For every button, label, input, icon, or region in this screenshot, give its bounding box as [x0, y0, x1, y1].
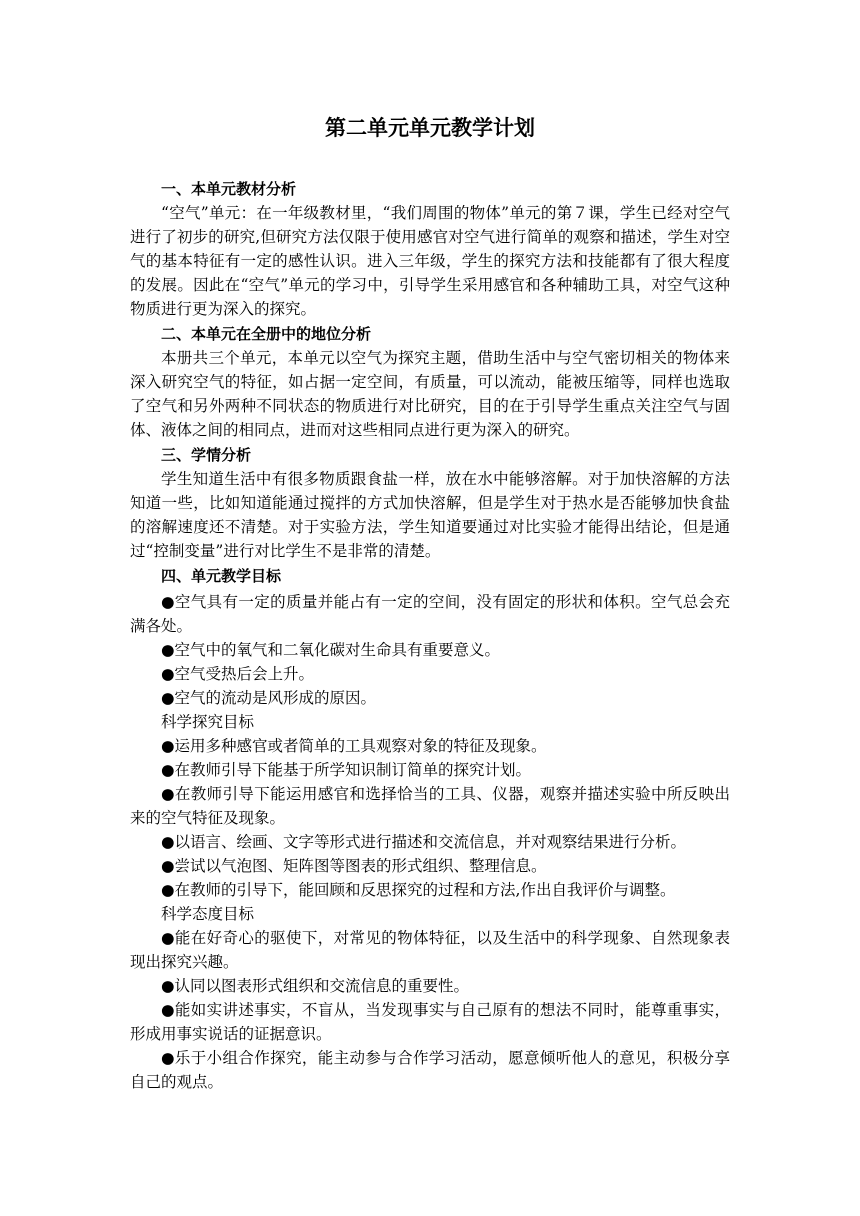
inquiry-objective-item: ●在教师的引导下，能回顾和反思探究的过程和方法,作出自我评价与调整。 [161, 881, 676, 899]
document-page [130, 113, 730, 1094]
knowledge-objective-item: ●空气中的氧气和二氧化碳对生命具有重要意义。 [161, 641, 501, 659]
inquiry-objective-item: ●以语言、绘画、文字等形式进行描述和交流信息，并对观察结果进行分析。 [161, 833, 687, 851]
knowledge-objective-item: ●空气的流动是风形成的原因。 [161, 689, 377, 707]
section-heading-textbook-analysis: 一、本单元教材分析 [161, 180, 297, 198]
attitude-objective-item: ●乐于小组合作探究，能主动参与合作学习活动，愿意倾听他人的意见，积极分享自己的观点。 [130, 1049, 730, 1091]
document-title: 第二单元单元教学计划 [325, 116, 535, 140]
inquiry-objectives-subhead: 科学探究目标 [161, 713, 255, 731]
section-heading-objectives: 四、单元教学目标 [161, 567, 282, 585]
section-heading-position-analysis: 二、本单元在全册中的地位分析 [161, 325, 372, 343]
knowledge-objective-item: ●空气具有一定的质量并能占有一定的空间，没有固定的形状和体积。空气总会充满各处。 [130, 593, 730, 635]
knowledge-objective-item: ●空气受热后会上升。 [161, 665, 315, 683]
attitude-objective-item: ●认同以图表形式组织和交流信息的重要性。 [161, 977, 470, 995]
section-paragraph-textbook-analysis: “空气”单元：在一年级教材里，“我们周围的物体”单元的第７课，学生已经对空气进行了初步的研究,但研究方法仅限于使用感官对空气进行简单的观察和描述，学生对空气的基本特征有一定的感性认识。进入三年级，学生的探究方法和技能都有了很大程度的发展。因此在“空气”单元的学习中，引导学生采用感官和各种辅助工具，对空气这种物质进行更为深入的探究。 [130, 204, 730, 318]
inquiry-objective-item: ●在教师引导下能运用感官和选择恰当的工具、仪器，观察并描述实验中所反映出来的空气特征及现象。 [130, 785, 730, 827]
attitude-objective-item: ●能在好奇心的驱使下，对常见的物体特征，以及生活中的科学现象、自然现象表现出探究兴趣。 [130, 929, 730, 971]
section-heading-student-analysis: 三、学情分析 [161, 446, 252, 464]
inquiry-objective-item: ●尝试以气泡图、矩阵图等图表的形式组织、整理信息。 [161, 857, 547, 875]
section-paragraph-position-analysis: 本册共三个单元，本单元以空气为探究主题，借助生活中与空气密切相关的物体来深入研究空气的特征，如占据一定空间，有质量，可以流动，能被压缩等，同样也选取了空气和另外两种不同状态的物质进行对比研究，目的在于引导学生重点关注空气与固体、液体之间的相同点，进而对这些相同点进行更为深入的研究。 [130, 349, 730, 439]
objectives-list [130, 590, 730, 1094]
attitude-objectives-subhead: 科学态度目标 [161, 905, 255, 923]
inquiry-objective-item: ●运用多种感官或者简单的工具观察对象的特征及现象。 [161, 737, 547, 755]
section-paragraph-student-analysis: 学生知道生活中有很多物质跟食盐一样，放在水中能够溶解。对于加快溶解的方法知道一些，比如知道能通过搅拌的方式加快溶解，但是学生对于热水是否能够加快食盐的溶解速度还不清楚。对于实验方法，学生知道要通过对比实验才能得出结论，但是通过“控制变量”进行对比学生不是非常的清楚。 [130, 470, 730, 560]
attitude-objective-item: ●能如实讲述事实，不盲从，当发现事实与自己原有的想法不同时，能尊重事实，形成用事实说话的证据意识。 [130, 1001, 730, 1043]
inquiry-objective-item: ●在教师引导下能基于所学知识制订简单的探究计划。 [161, 761, 532, 779]
